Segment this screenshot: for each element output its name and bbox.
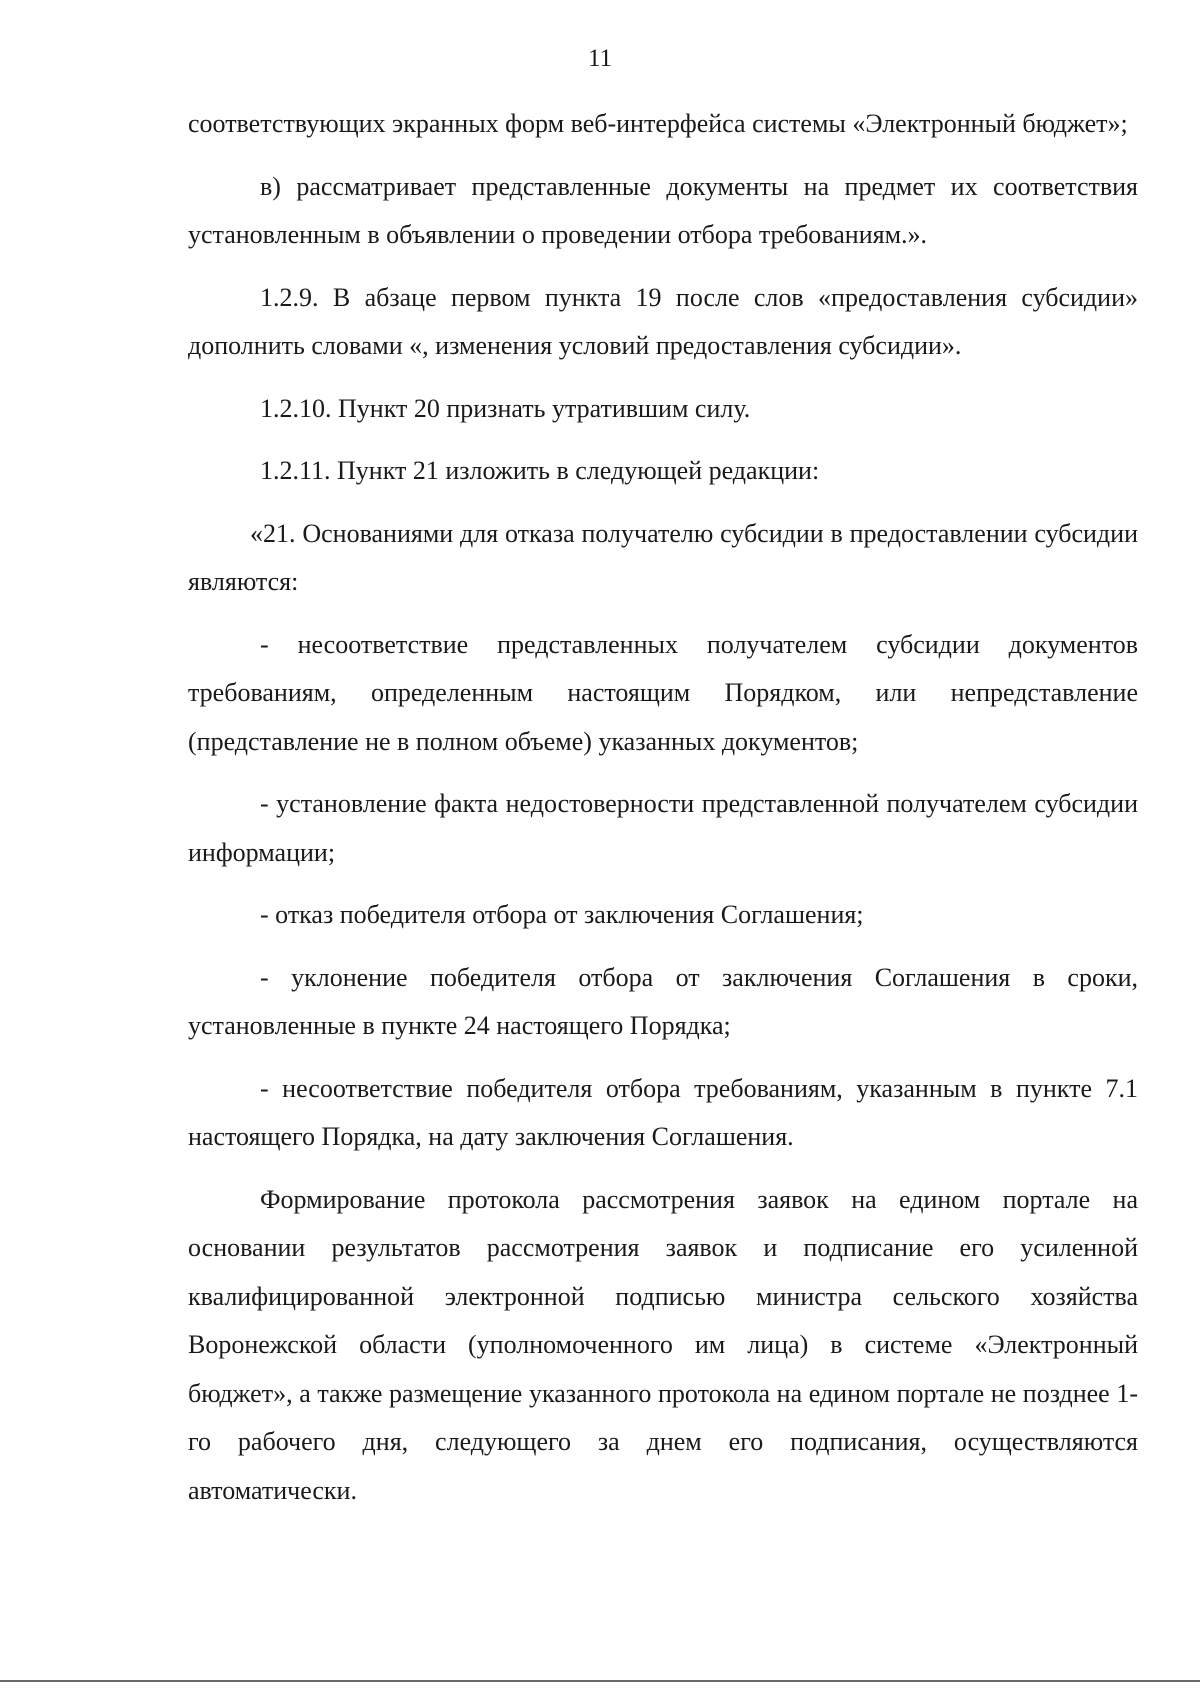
paragraph-item-v: в) рассматривает представленные документы на предмет их соответствия установленным в объявлении о проведении отбора требованиям.».: [188, 171, 1138, 249]
list-item: - установление факта недостоверности представленной получателем субсидии информации;: [188, 789, 1138, 867]
paragraph-1-2-10: 1.2.10. Пункт 20 признать утратившим силу.: [260, 393, 751, 423]
page-number: 11: [587, 45, 613, 72]
paragraph-continuation: соответствующих экранных форм веб-интерфейса системы «Электронный бюджет»;: [188, 109, 1128, 138]
list-item: - уклонение победителя отбора от заключения Соглашения в сроки, установленные в пункте 24 настоящего Порядка;: [188, 962, 1138, 1040]
paragraph-protocol: Формирование протокола рассмотрения заявок на едином портале на основании результатов рассмотрения заявок и подписание его усиленной квалифицированной электронной подписью министра сельского хозяйства Воронежской области (уполномоченного им лица) в системе «Электронный бюджет», а также размещение указанного протокола на едином портале не позднее 1-го рабочего дня, следующего за днем его подписания, осуществляются автоматически.: [188, 1184, 1138, 1505]
list-item: - несоответствие представленных получателем субсидии документов требованиям, определенным настоящим Порядком, или непредставление (представление не в полном объеме) указанных документов;: [188, 629, 1138, 756]
paragraph-1-2-11: 1.2.11. Пункт 21 изложить в следующей редакции:: [260, 456, 820, 485]
document-body: [188, 100, 1138, 1515]
paragraph-point-21: «21. Основаниями для отказа получателю субсидии в предоставлении субсидии являются:: [188, 518, 1138, 596]
list-item: - несоответствие победителя отбора требованиям, указанным в пункте 7.1 настоящего Порядка, на дату заключения Соглашения.: [188, 1073, 1138, 1151]
paragraph-1-2-9: 1.2.9. В абзаце первом пункта 19 после слов «предоставления субсидии» дополнить словами «, изменения условий предоставления субсидии».: [188, 282, 1138, 360]
list-item: - отказ победителя отбора от заключения Соглашения;: [260, 900, 864, 929]
scan-edge-line: [0, 1680, 1200, 1682]
